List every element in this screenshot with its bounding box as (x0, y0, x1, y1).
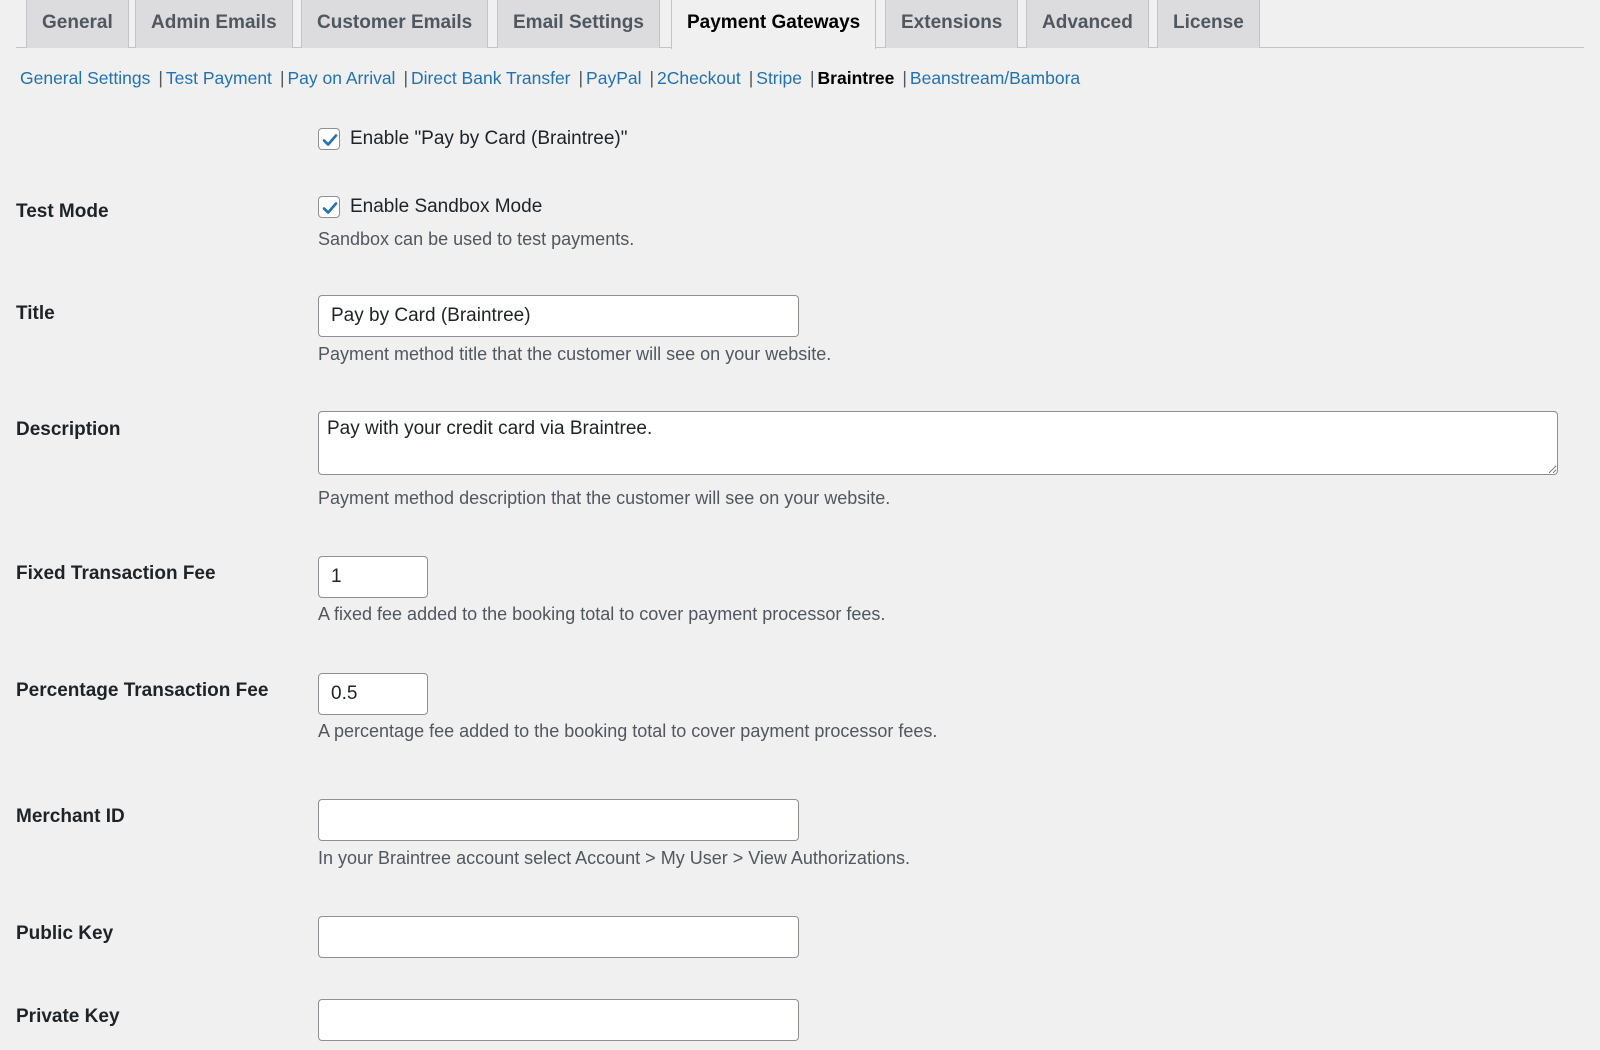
merchant-id-help-text: In your Braintree account select Account > My User > View Authorizations. (318, 848, 910, 868)
subnav-paypal[interactable]: PayPal (586, 68, 642, 88)
subnav-test-payment[interactable]: Test Payment (165, 68, 272, 88)
title-input[interactable] (318, 295, 799, 337)
subnav-pay-on-arrival[interactable]: Pay on Arrival (287, 68, 396, 88)
merchant-id-input[interactable] (318, 799, 799, 841)
public-key-label: Public Key (16, 923, 114, 944)
gateway-subnav (20, 66, 1080, 90)
percentage-fee-help-text: A percentage fee added to the booking total to cover payment processor fees. (318, 721, 938, 741)
subnav-separator: | (649, 68, 655, 88)
tab-payment-gateways[interactable]: Payment Gateways (671, 0, 876, 49)
test-mode-label: Test Mode (16, 201, 109, 222)
sandbox-mode-checkbox[interactable] (318, 196, 340, 218)
tab-license[interactable]: License (1157, 0, 1260, 48)
subnav-braintree-current: Braintree (817, 68, 895, 88)
percentage-fee-label: Percentage Transaction Fee (16, 680, 269, 701)
subnav-general-settings[interactable]: General Settings (20, 68, 151, 88)
tab-customer-emails[interactable]: Customer Emails (301, 0, 488, 48)
description-help-text: Payment method description that the customer will see on your website. (318, 488, 891, 508)
public-key-input[interactable] (318, 916, 799, 958)
subnav-2checkout[interactable]: 2Checkout (657, 68, 741, 88)
tab-admin-emails[interactable]: Admin Emails (135, 0, 293, 48)
subnav-separator: | (158, 68, 163, 88)
fixed-fee-help-text: A fixed fee added to the booking total to cover payment processor fees. (318, 604, 886, 624)
subnav-direct-bank-transfer[interactable]: Direct Bank Transfer (411, 68, 571, 88)
checkmark-icon (321, 199, 339, 217)
subnav-separator: | (748, 68, 754, 88)
settings-tabs (16, 0, 1584, 48)
subnav-separator: | (403, 68, 408, 88)
description-textarea[interactable] (318, 411, 1558, 475)
enable-gateway-checkbox[interactable] (318, 128, 340, 150)
sandbox-row (318, 195, 542, 219)
tab-email-settings[interactable]: Email Settings (497, 0, 660, 48)
subnav-separator: | (809, 68, 815, 88)
subnav-beanstream-bambora[interactable]: Beanstream/Bambora (909, 68, 1081, 88)
fixed-fee-label: Fixed Transaction Fee (16, 563, 216, 584)
checkmark-icon (321, 131, 339, 149)
subnav-separator: | (279, 68, 285, 88)
fixed-fee-input[interactable] (318, 556, 428, 598)
enable-gateway-row (318, 127, 628, 151)
private-key-input[interactable] (318, 999, 799, 1041)
merchant-id-label: Merchant ID (16, 806, 125, 827)
enable-gateway-label: Enable "Pay by Card (Braintree)" (350, 128, 628, 149)
sandbox-help-text: Sandbox can be used to test payments. (318, 229, 635, 249)
percentage-fee-input[interactable] (318, 673, 428, 715)
tab-general[interactable]: General (26, 0, 129, 48)
subnav-separator: | (578, 68, 584, 88)
title-label: Title (16, 303, 55, 324)
private-key-label: Private Key (16, 1006, 120, 1027)
tab-extensions[interactable]: Extensions (885, 0, 1018, 48)
description-label: Description (16, 419, 121, 440)
title-help-text: Payment method title that the customer will see on your website. (318, 344, 832, 364)
tab-advanced[interactable]: Advanced (1026, 0, 1149, 48)
sandbox-mode-label: Enable Sandbox Mode (350, 196, 543, 217)
subnav-separator: | (902, 68, 907, 88)
subnav-stripe[interactable]: Stripe (756, 68, 802, 88)
